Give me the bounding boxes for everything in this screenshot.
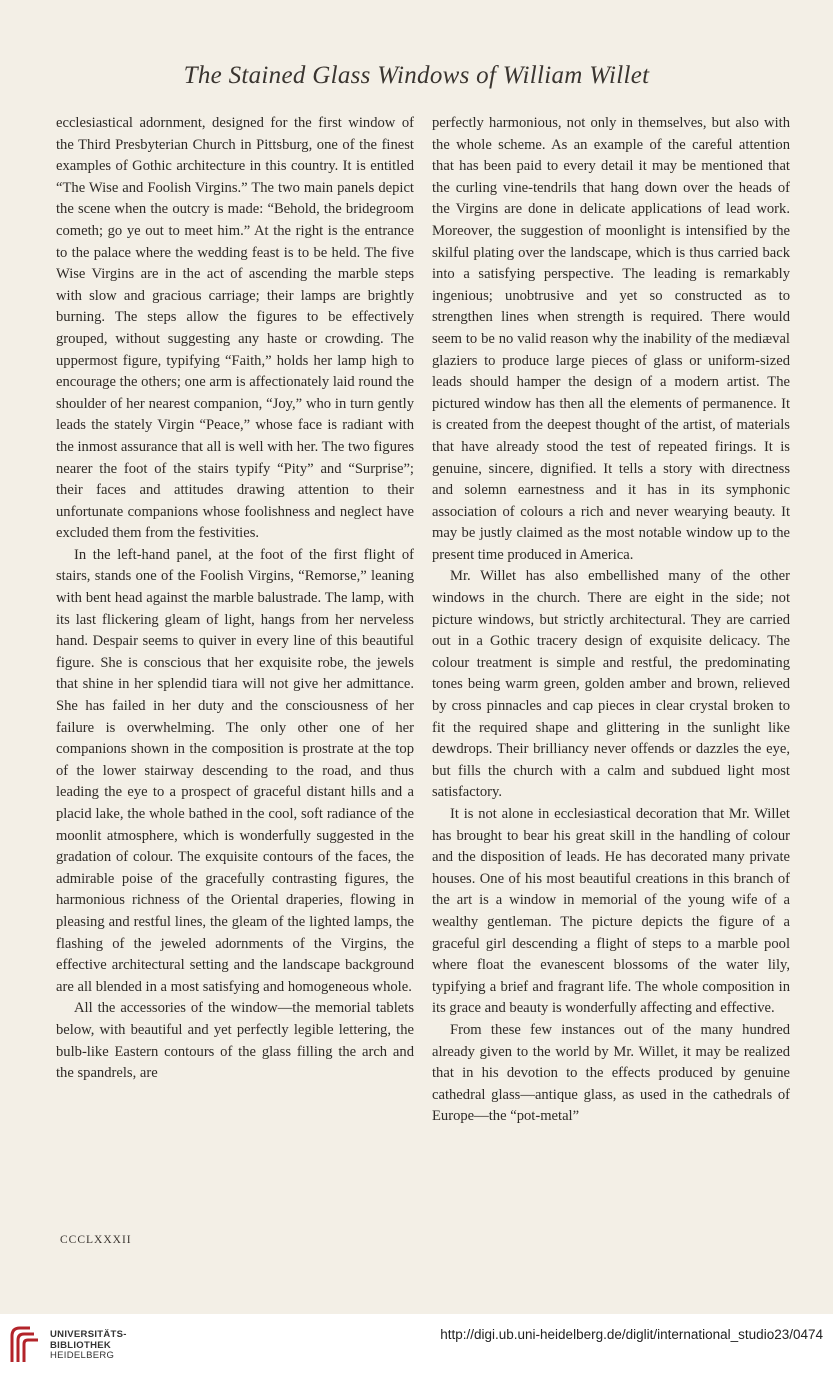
right-column bbox=[432, 113, 790, 1128]
paragraph: ecclesiastical adornment, designed for the first window of the Third Presbyterian Church in Pittsburg, one of the finest examples of Gothic architecture in this country. It is entitled “The Wise and Foolish Virgins.” The two main panels depict the scene when the outcry is made: “Behold, the bridegroom cometh; go ye out to meet him.” At the right is the entrance to the palace where the wedding feast is to be held. The five Wise Virgins are in the act of ascending the marble steps with slow and gracious carriage; their lamps are brightly burning. The steps allow the figures to be effectively grouped, without suggesting any haste or crowding. The uppermost figure, typifying “Faith,” holds her lamp high to encourage the others; one arm is affectionately laid round the shoulder of her nearest companion, “Joy,” who in turn gently leads the stately Virgin “Peace,” whose face is radiant with the inmost assurance that all is well with her. The two figures nearer the foot of the stairs typify “Pity” and “Surprise”; their faces and attitudes drawing attention to their unfortunate companions whose foolishness and neglect have excluded them from the festivities. bbox=[56, 115, 415, 542]
paragraph: In the left-hand panel, at the foot of the first flight of stairs, stands one of the Foolish Virgins, “Remorse,” leaning with bent head against the marble balustrade. The lamp, with its last flickering gleam of light, hangs from her nerveless hand. Despair seems to quiver in every line of this beautiful figure. She is conscious that her exquisite robe, the jewels that shine in her splendid tiara will not give her admittance. She has failed in her duty and the consciousness of her failure is overwhelming. The only other one of her companions shown in the composition is prostrate at the top of the lower stairway descending to the road, and thus leading the eye to a prospect of graceful distant hills and a placid lake, the whole bathed in the cool, soft radiance of the moonlit atmosphere, which is wonderfully suggested in the gradation of colour. The exquisite contours of the faces, the admirable poise of the gracefully contrasting figures, the harmonious richness of the Oriental draperies, flowing in pleasing and restful lines, the gleam of the lighted lamps, the flashing of the jeweled adornments of the Virgins, the effective architectural setting and the landscape background are all blended in a most satisfying and homogeneous whole. bbox=[56, 546, 414, 995]
paragraph: All the accessories of the window—the memorial tablets below, with beautiful and yet perfectly legible lettering, the bulb-like Eastern contours of the glass filling the arch and the spandrels, are bbox=[56, 1000, 414, 1082]
library-name bbox=[50, 1330, 127, 1362]
library-name-line: HEIDELBERG bbox=[50, 1350, 115, 1361]
library-footer bbox=[0, 1314, 833, 1375]
library-name-line: UNIVERSITÄTS- bbox=[50, 1329, 127, 1340]
paragraph: It is not alone in ecclesiastical decoration that Mr. Willet has brought to bear his great skill in the handling of colour and the disposition of leads. He has decorated many private houses. One of his most beautiful creations in this branch of the art is a window in memorial of the young wife of a wealthy gentleman. The picture depicts the figure of a graceful girl descending a flight of steps to a marble pool where float the evanescent blossoms of the water lily, typifying a brief and fragrant life. The whole composition in its grace and beauty is wonderfully affecting and effective. bbox=[432, 806, 790, 1017]
library-name-line: BIBLIOTHEK bbox=[50, 1339, 112, 1351]
paragraph: perfectly harmonious, not only in themselves, but also with the whole scheme. As an example of the careful attention that has been paid to every detail it may be mentioned that the curling vine-tendrils that hang down over the heads of the Virgins are done in delicate applications of lead work. Moreover, the suggestion of moonlight is intensified by the skilful plating over the landscape, which is thus carried back into a satisfying perspective. The leading is remarkably ingenious; unobtrusive and yet so constructed as to strengthen lines when strength is required. There would seem to be no valid reason why the inability of the mediæval glaziers to produce large pieces of glass or uniform-sized leads should hamper the design of a modern artist. The pictured window has then all the elements of permanence. It is created from the deepest thought of the artist, of materials that have already stood the test of repeated firings. It is genuine, sincere, dignified. It tells a story with directness and solemn earnestness and it has in its symphonic association of colours a rich and never wearying beauty. It may be justly claimed as the most notable window up to the present time produced in America. bbox=[432, 115, 790, 563]
running-title: The Stained Glass Windows of William Willet bbox=[183, 62, 650, 89]
library-logo-icon bbox=[8, 1322, 44, 1366]
source-url-link[interactable]: http://digi.ub.uni-heidelberg.de/diglit/international_studio23/0474 bbox=[440, 1327, 823, 1342]
paragraph: Mr. Willet has also embellished many of the other windows in the church. There are eight in the side; not picture windows, but strictly architectural. They are carried out in a Gothic tracery design of exquisite delicacy. The colour treatment is simple and restful, the predominating tones being warm green, golden amber and brown, relieved by cross pinnacles and cap pieces in clear crystal broken to fit the required shape and glittering in the sunlight like dewdrops. Their brilliancy never offends or dazzles the eye, but fills the church with a calm and subdued light most satisfactory. bbox=[432, 568, 790, 801]
paragraph: From these few instances out of the many hundred already given to the world by Mr. Willet, it may be realized that in his devotion to the effects produced by genuine cathedral glass—antique glass, as used in the cathedrals of Europe—the “pot-metal” bbox=[432, 1021, 790, 1125]
page-number: CCCLXXXII bbox=[60, 1234, 132, 1246]
left-column bbox=[56, 113, 414, 1085]
